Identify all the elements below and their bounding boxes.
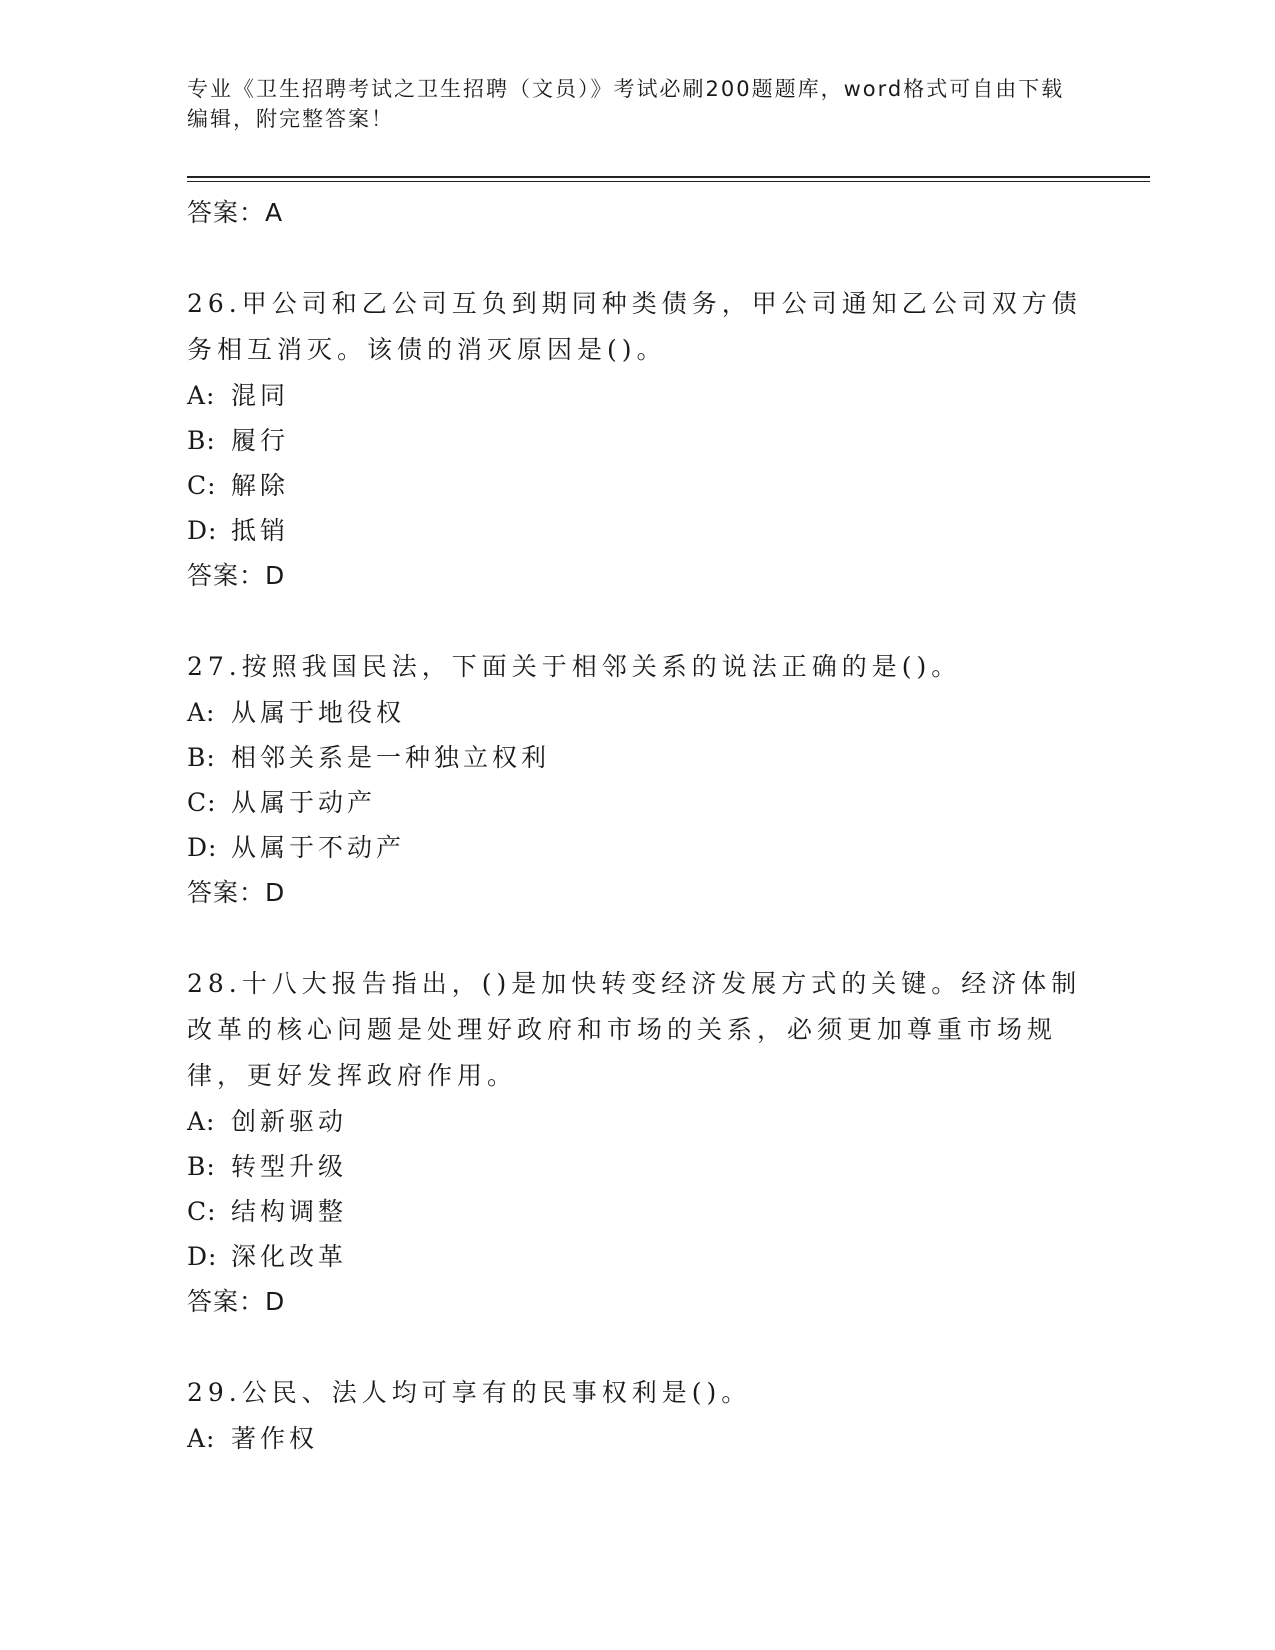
- option-b: [187, 1144, 1087, 1189]
- question-stem: 27.按照我国民法，下面关于相邻关系的说法正确的是()。: [187, 652, 962, 681]
- header-divider-thick: [187, 176, 1150, 178]
- option-text: 从属于不动产: [231, 833, 406, 862]
- option-key: B:: [187, 743, 216, 772]
- answer-line: 答案：D: [187, 1287, 286, 1316]
- option-text: 混同: [231, 381, 290, 410]
- option-key: A:: [187, 1424, 216, 1453]
- question-27: [187, 644, 1087, 916]
- option-key: C:: [187, 471, 217, 500]
- document-header: 专业《卫生招聘考试之卫生招聘（文员）》考试必刷200题题库，word格式可自由下载编辑，附完整答案！: [187, 77, 1065, 131]
- option-d: [187, 825, 1087, 870]
- question-29: [187, 1370, 1087, 1461]
- question-content: [187, 190, 1087, 1461]
- option-c: [187, 780, 1087, 825]
- question-stem: 26.甲公司和乙公司互负到期同种类债务，甲公司通知乙公司双方债务相互消灭。该债的消灭原因是()。: [187, 289, 1082, 364]
- option-key: D:: [187, 1242, 218, 1271]
- option-b: [187, 735, 1087, 780]
- answer-line: 答案：D: [187, 561, 286, 590]
- option-text: 相邻关系是一种独立权利: [231, 743, 551, 772]
- option-text: 从属于地役权: [231, 698, 406, 727]
- option-key: D:: [187, 833, 218, 862]
- option-a: [187, 1099, 1087, 1144]
- option-c: [187, 463, 1087, 508]
- option-key: C:: [187, 788, 217, 817]
- answer-line: 答案：A: [187, 198, 284, 227]
- option-text: 从属于动产: [231, 788, 377, 817]
- option-text: 转型升级: [231, 1152, 348, 1181]
- option-d: [187, 1234, 1087, 1279]
- option-text: 履行: [231, 426, 290, 455]
- answer-line: 答案：D: [187, 878, 286, 907]
- option-text: 结构调整: [231, 1197, 348, 1226]
- option-b: [187, 418, 1087, 463]
- option-text: 著作权: [231, 1424, 319, 1453]
- option-key: D:: [187, 516, 218, 545]
- option-text: 解除: [231, 471, 290, 500]
- question-stem: 29.公民、法人均可享有的民事权利是()。: [187, 1378, 752, 1407]
- option-key: B:: [187, 426, 216, 455]
- question-26: [187, 281, 1087, 599]
- option-key: A:: [187, 381, 216, 410]
- option-key: A:: [187, 1107, 216, 1136]
- option-c: [187, 1189, 1087, 1234]
- option-key: C:: [187, 1197, 217, 1226]
- option-a: [187, 690, 1087, 735]
- question-28: [187, 961, 1087, 1325]
- option-text: 深化改革: [231, 1242, 348, 1271]
- option-text: 抵销: [231, 516, 290, 545]
- option-key: B:: [187, 1152, 216, 1181]
- option-d: [187, 508, 1087, 553]
- question-stem: 28.十八大报告指出，()是加快转变经济发展方式的关键。经济体制改革的核心问题是处理好政府和市场的关系，必须更加尊重市场规律，更好发挥政府作用。: [187, 969, 1082, 1090]
- option-text: 创新驱动: [231, 1107, 348, 1136]
- option-a: [187, 373, 1087, 418]
- option-key: A:: [187, 698, 216, 727]
- header-divider-thin: [187, 181, 1150, 182]
- option-a: [187, 1416, 1087, 1461]
